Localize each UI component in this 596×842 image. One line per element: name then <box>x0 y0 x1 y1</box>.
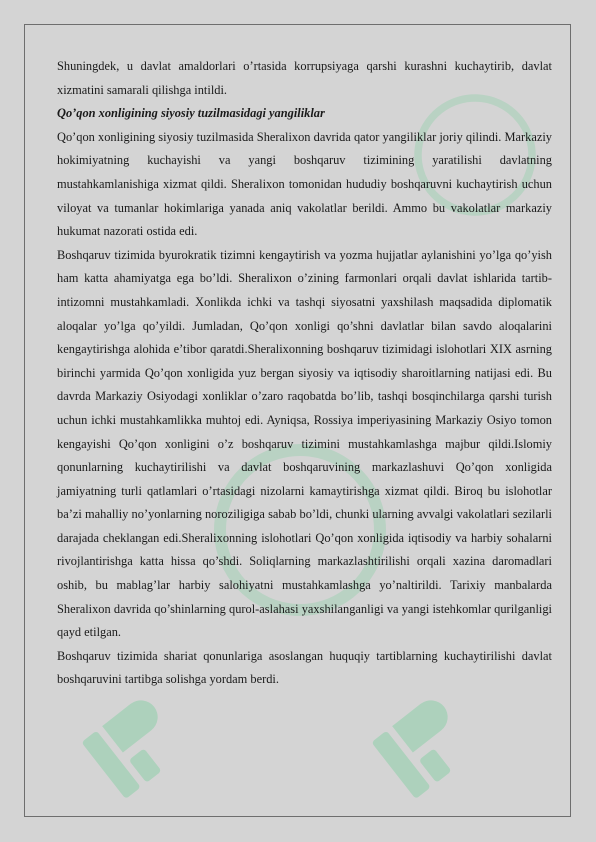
paragraph: Boshqaruv tizimida shariat qonunlariga asoslangan huquqiy tartiblarning kuchaytirilishi davlat boshqaruvini tartibga solishga yordam berdi. <box>57 648 552 687</box>
section-heading: Qo’qon xonligining siyosiy tuzilmasidagi yangiliklar <box>57 106 325 121</box>
paragraph: Boshqaruv tizimida byurokratik tizimni kengaytirish va yozma hujjatlar aylanishini yo’lga qo’yish ham katta ahamiyatga ega bo’ldi. Sheralixon o’zining farmonlari orqali davlat ishlarida tartib-intizomni mustahkamladi. Xonlikda ichki va tashqi siyosatni yaxshilash maqsadida diplomatik aloqalar yo’lga qo’yildi. Jumladan, Qo’qon xonligi qo’shni davlatlar bilan savdo aloqalarini kengaytirishga alohida e’tibor qaratdi.Sheralixonning boshqaruv tizimidagi islohotlari XIX asrning birinchi yarmida Qo’qon xonligida yuz bergan siyosiy va iqtisodiy sharoitlarning natijasi edi. Bu davrda Markaziy Osiyodagi xonliklar o’zaro raqobatda bo’lib, tashqi bosqinchilarga qarshi turish uchun ichki mustahkamlikka muhtoj edi. Ayniqsa, Rossiya imperiyasining Markaziy Osiyo tomon kengayishi Qo’qon xonligini o’z boshqaruv tizimini mustahkamlashga majbur qildi.Islomiy qonunlarning kuchaytirilishi va davlat boshqaruvining markazlashuvi Qo’qon xonligida jamiyatning turli qatlamlari o’rtasidagi nizolarni kamaytirishga xizmat qildi. Biroq bu islohotlar ba’zi mahalliy no’yonlarning noroziligiga sabab bo’ldi, chunki ularning avvalgi vakolatlari sezilarli darajada cheklangan edi.Sheralixonning islohotlari Qo’qon xonligida iqtisodiy va harbiy sohalarni rivojlantirishga katta hissa qo’shdi. Soliqlarning markazlashtirilishi orqali xazina daromadlari oshib, bu mablag’lar harbiy salohiyatni mustahkamlashga yo’naltirildi. Tarixiy manbalarda Sheralixon davrida qo’shinlarning qurol-aslahasi yaxshilanganligi va yangi istehkomlar qurilganligi qayd etilgan. <box>57 247 552 640</box>
paragraph: Shuningdek, u davlat amaldorlari o’rtasida korrupsiyaga qarshi kurashni kuchaytirib, davlat xizmatini samarali qilishga intildi. <box>57 59 552 97</box>
document-body <box>57 55 552 692</box>
paragraph: Qo’qon xonligining siyosiy tuzilmasida Sheralixon davrida qator yangiliklar joriy qilindi. Markaziy hokimiyatning kuchayishi va yangi boshqaruv tizimining yaratilishi davlatning mustahkamlanishiga xizmat qildi. Sheralixon tomonidan hududiy boshqaruvni kuchaytirish uchun viloyat va tumanlar hokimlariga yanada aniq vakolatlar berildi. Ammo bu vakolatlar markaziy hukumat nazorati ostida edi. <box>57 129 552 239</box>
